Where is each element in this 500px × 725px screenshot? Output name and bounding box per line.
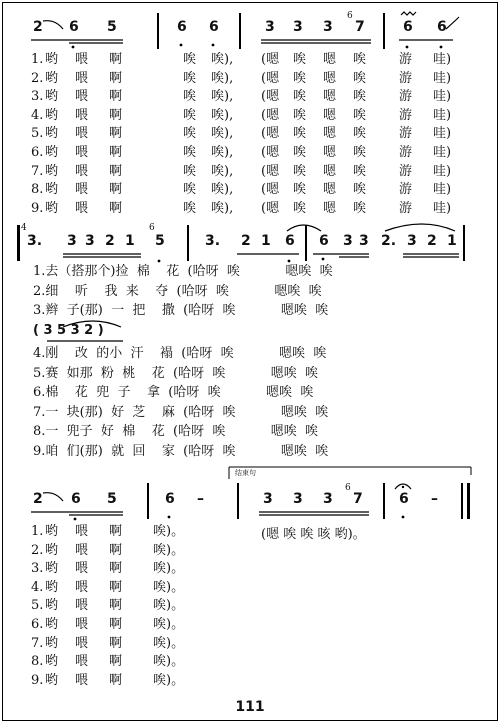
note: 3: [323, 19, 333, 35]
lyric-syllable: 游: [399, 107, 413, 123]
lyric-syllable: 喂: [75, 52, 89, 67]
lyric-line: 9.咱 们(那) 就 回 家 (哈呀 唉 嗯唉 唉: [33, 444, 329, 459]
lyric-line: 4.刚 改 的小 汗 褟 (哈呀 唉 嗯唉 唉: [33, 346, 327, 361]
note: 3: [359, 233, 369, 249]
interlude-notes: ( 3 5 3 2 ): [33, 323, 104, 338]
lyric-syllable: 啊: [109, 182, 123, 198]
lyric-syllable: (嗯: [261, 200, 280, 216]
lyric-syllable: 唉)。: [153, 579, 185, 595]
lyric-syllable: 3.: [31, 89, 44, 105]
note: 6: [403, 19, 413, 35]
system-2: [3, 223, 497, 463]
note: 5: [155, 233, 165, 249]
note: 6: [209, 19, 219, 35]
note: 3: [293, 491, 303, 507]
lyric-syllable: 啊: [109, 126, 123, 142]
lyric-syllable: (嗯: [261, 52, 280, 67]
lyric-syllable: 唉: [293, 107, 307, 123]
lyric-line: [3, 88, 497, 106]
lyric-syllable: 唉),: [211, 107, 234, 123]
lyric-syllable: 喂: [75, 672, 89, 688]
lyric-syllable: 啊: [109, 107, 123, 123]
lyric-syllable: 唉),: [211, 70, 234, 86]
lyric-syllable: 8.: [31, 182, 44, 198]
lyric-syllable: 唉: [353, 70, 367, 86]
lyric-syllable: 9.: [31, 672, 44, 688]
lyric-syllable: 8.: [31, 654, 44, 670]
lyric-syllable: 唉: [183, 70, 197, 86]
grace-note: 4: [21, 223, 27, 233]
lyric-syllable: 啊: [109, 617, 123, 632]
lyric-line: [3, 163, 497, 181]
note: 6: [165, 491, 175, 507]
lyric-syllable: 唉),: [211, 163, 234, 179]
grace-note: 6: [345, 483, 351, 493]
lyric-syllable: 唉),: [211, 182, 234, 198]
lyric-syllable: 唉: [353, 89, 367, 105]
lyric-syllable: 唉: [353, 107, 367, 123]
lyric-line: 7.一 块(那) 好 芝 麻 (哈呀 唉 嗯唉 唉: [33, 404, 329, 420]
lyric-syllable: 喂: [75, 107, 89, 123]
lyric-syllable: 7.: [31, 635, 44, 651]
lyric-syllable: 游: [399, 145, 413, 160]
lyric-syllable: 啊: [109, 52, 123, 67]
lyric-syllable: 5.: [31, 126, 44, 142]
note: 3: [343, 233, 353, 249]
lyric-syllable: 哟: [45, 542, 59, 558]
lyric-syllable: 哇): [433, 70, 452, 86]
lyric-syllable: 3.: [31, 561, 44, 577]
lyric-line: 8.一 兜子 好 棉 花 (哈呀 唉 嗯唉 唉: [33, 424, 319, 440]
lyric-syllable: 喂: [75, 635, 89, 651]
lyric-syllable: 哟: [45, 524, 59, 539]
lyric-syllable: 哟: [45, 145, 59, 160]
page-number: 111: [235, 699, 265, 715]
lyric-syllable: 唉: [183, 145, 197, 160]
lyric-syllable: 唉),: [211, 200, 234, 216]
note: 7: [355, 19, 365, 35]
lyric-syllable: 哟: [45, 163, 59, 179]
lyric-syllable: 9.: [31, 200, 44, 216]
lyric-syllable: 哇): [433, 107, 452, 123]
lyric-syllable: 嗯: [323, 200, 337, 216]
lyric-syllable: 哇): [433, 89, 452, 105]
lyric-syllable: 啊: [109, 163, 123, 179]
lyric-syllable: 哟: [45, 617, 59, 632]
note: 3: [67, 233, 77, 249]
lyric-syllable: 嗯: [323, 145, 337, 160]
lyric-syllable: 唉)。: [153, 617, 185, 632]
note: 1: [261, 233, 271, 249]
lyric-syllable: (嗯: [261, 89, 280, 105]
lyric-syllable: 喂: [75, 542, 89, 558]
lyric-syllable: 4.: [31, 107, 44, 123]
note: –: [197, 491, 204, 507]
lyric-syllable: 唉: [353, 126, 367, 142]
lyric-syllable: 唉)。: [153, 542, 185, 558]
lyric-syllable: 喂: [75, 126, 89, 142]
lyric-line: [3, 107, 497, 125]
note: 6: [399, 491, 409, 507]
lyric-syllable: 啊: [109, 635, 123, 651]
note: 1: [125, 233, 135, 249]
lyric-syllable: 游: [399, 89, 413, 105]
lyric-line: [3, 597, 497, 615]
lyric-line: 1.去（搭那个)捡 棉 花 (哈呀 唉 嗯唉 唉: [33, 264, 333, 279]
lyric-line: [3, 579, 497, 597]
lyric-line: [3, 70, 497, 88]
lyric-syllable: 唉: [293, 89, 307, 105]
lyric-syllable: 哟: [45, 70, 59, 86]
lyric-syllable: 6.: [31, 145, 44, 160]
lyric-syllable: 啊: [109, 542, 123, 558]
lyric-syllable: 6.: [31, 617, 44, 632]
note: 2: [105, 233, 115, 249]
note: 5: [107, 491, 117, 507]
lyric-syllable: 喂: [75, 145, 89, 160]
lyric-syllable: 唉)。: [153, 672, 185, 688]
lyric-syllable: 喂: [75, 579, 89, 595]
lyric-syllable: 唉),: [211, 145, 234, 160]
lyric-line: [3, 653, 497, 671]
note: 2: [241, 233, 251, 249]
lyric-syllable: 哇): [433, 126, 452, 142]
lyric-syllable: 7.: [31, 163, 44, 179]
note: 3: [85, 233, 95, 249]
lyric-syllable: 唉: [183, 107, 197, 123]
lyric-line: [3, 51, 497, 69]
lyric-syllable: 1.: [31, 524, 44, 539]
lyric-line: [3, 523, 253, 541]
lyric-syllable: 喂: [75, 524, 89, 539]
note: 3: [407, 233, 417, 249]
lyric-line: [3, 560, 497, 578]
lyric-syllable: 啊: [109, 579, 123, 595]
lyric-syllable: 唉: [353, 163, 367, 179]
lyric-syllable: 游: [399, 126, 413, 142]
grace-note: 6: [149, 223, 155, 233]
lyric-syllable: 喂: [75, 617, 89, 632]
note: 2: [33, 19, 43, 35]
lyric-syllable: 啊: [109, 561, 123, 577]
lyric-line: 3.辫 子(那) 一 把 撒 (哈呀 唉 嗯唉 唉: [33, 303, 329, 319]
lyric-syllable: 啊: [109, 524, 123, 539]
lyric-line: [3, 125, 497, 143]
note: 3: [263, 491, 273, 507]
lyric-syllable: 哟: [45, 598, 59, 614]
lyric-syllable: 游: [399, 52, 413, 67]
lyric-line: 5.赛 如那 粉 桃 花 (哈呀 唉 嗯唉 唉: [33, 365, 319, 381]
note: 2.: [381, 233, 397, 249]
lyric-syllable: 哇): [433, 145, 452, 160]
lyric-syllable: 唉: [293, 182, 307, 198]
lyric-syllable: 唉: [293, 163, 307, 179]
note: 3.: [27, 233, 43, 249]
lyric-syllable: 唉: [353, 182, 367, 198]
lyric-syllable: 嗯: [323, 52, 337, 67]
lyric-syllable: 唉: [183, 52, 197, 67]
system-3: [3, 465, 497, 695]
lyric-syllable: (嗯: [261, 70, 280, 86]
lyrics-block-a: [33, 263, 473, 323]
lyric-line: [3, 542, 497, 560]
lyric-syllable: 喂: [75, 654, 89, 670]
note: 2: [33, 491, 43, 507]
lyric-syllable: (嗯: [261, 163, 280, 179]
lyric-syllable: (嗯: [261, 107, 280, 123]
note: 2: [427, 233, 437, 249]
note: 6: [437, 19, 447, 35]
lyrics-block-b: [33, 345, 473, 465]
lyric-syllable: (嗯: [261, 182, 280, 198]
lyric-syllable: 唉: [293, 200, 307, 216]
lyric-syllable: 唉: [353, 52, 367, 67]
lyric-line: 6.棉 花 兜 子 拿 (哈呀 唉 嗯唉 唉: [33, 385, 314, 401]
lyric-syllable: (嗯: [261, 126, 280, 142]
note: 1: [447, 233, 457, 249]
lyric-syllable: 2.: [31, 542, 44, 558]
lyric-syllable: 4.: [31, 579, 44, 595]
lyric-syllable: 2.: [31, 70, 44, 86]
note: 6: [319, 233, 329, 249]
lyric-syllable: 1.: [31, 52, 44, 67]
lyric-syllable: 游: [399, 182, 413, 198]
lyric-line: [3, 616, 497, 634]
lyric-syllable: 啊: [109, 672, 123, 688]
lyric-syllable: 唉),: [211, 89, 234, 105]
lyric-syllable: 唉)。: [153, 654, 185, 670]
lyric-syllable: 啊: [109, 654, 123, 670]
lyric-syllable: 喂: [75, 163, 89, 179]
system-1: [3, 11, 497, 226]
lyric-syllable: 嗯: [323, 89, 337, 105]
note: 7: [353, 491, 363, 507]
note: 3: [323, 491, 333, 507]
lyric-syllable: 嗯: [323, 163, 337, 179]
lyric-syllable: 啊: [109, 70, 123, 86]
lyric-syllable: 喂: [75, 200, 89, 216]
lyric-syllable: 哟: [45, 672, 59, 688]
lyric-syllable: 嗯: [323, 107, 337, 123]
lyric-syllable: 啊: [109, 89, 123, 105]
lyric-line: [3, 200, 497, 218]
lyrics-block: [3, 51, 497, 221]
ending-marking: 结束句: [235, 469, 256, 477]
note: –: [431, 491, 438, 507]
lyric-syllable: 啊: [109, 598, 123, 614]
final-vocable: (嗯 唉 唉 咳 哟)。: [261, 527, 366, 542]
lyric-syllable: 嗯: [323, 182, 337, 198]
lyric-line: [3, 144, 497, 162]
lyric-syllable: 唉)。: [153, 524, 185, 539]
grace-note: 6: [347, 11, 353, 21]
lyric-syllable: 唉),: [211, 126, 234, 142]
lyric-syllable: 唉: [183, 200, 197, 216]
lyric-syllable: 喂: [75, 182, 89, 198]
note: 5: [107, 19, 117, 35]
lyric-syllable: (嗯: [261, 145, 280, 160]
lyric-syllable: 游: [399, 70, 413, 86]
lyric-syllable: 唉),: [211, 52, 234, 67]
lyric-syllable: 唉: [183, 89, 197, 105]
lyric-syllable: 哟: [45, 654, 59, 670]
lyric-syllable: 唉)。: [153, 598, 185, 614]
lyric-syllable: 唉: [293, 70, 307, 86]
lyric-syllable: 唉: [183, 182, 197, 198]
note: 3: [293, 19, 303, 35]
note: 3.: [205, 233, 221, 249]
lyric-syllable: 5.: [31, 598, 44, 614]
lyrics-block: [3, 523, 497, 693]
lyric-line: [3, 672, 497, 690]
lyric-line: [3, 181, 497, 199]
lyric-syllable: 哇): [433, 182, 452, 198]
lyric-line: 2.细 听 我 来 夺 (哈呀 唉 嗯唉 唉: [33, 283, 322, 299]
lyric-syllable: 哇): [433, 163, 452, 179]
lyric-syllable: 唉: [293, 126, 307, 142]
lyric-syllable: 唉: [353, 200, 367, 216]
note: 6: [69, 19, 79, 35]
lyric-syllable: 哟: [45, 107, 59, 123]
lyric-syllable: 喂: [75, 598, 89, 614]
lyric-syllable: 哟: [45, 561, 59, 577]
lyric-syllable: 唉: [293, 145, 307, 160]
lyric-syllable: 唉)。: [153, 561, 185, 577]
lyric-syllable: 唉: [293, 52, 307, 67]
lyric-syllable: 哟: [45, 635, 59, 651]
score-page: [2, 2, 498, 721]
note: 3: [265, 19, 275, 35]
lyric-syllable: 唉: [183, 126, 197, 142]
lyric-syllable: 啊: [109, 145, 123, 160]
lyric-syllable: 游: [399, 200, 413, 216]
note: 6: [71, 491, 81, 507]
lyric-syllable: 啊: [109, 200, 123, 216]
lyric-syllable: 喂: [75, 89, 89, 105]
note: 6: [177, 19, 187, 35]
lyric-syllable: 嗯: [323, 126, 337, 142]
lyric-syllable: 游: [399, 163, 413, 179]
lyric-syllable: 唉)。: [153, 635, 185, 651]
lyric-syllable: 喂: [75, 561, 89, 577]
lyric-syllable: 哟: [45, 200, 59, 216]
lyric-syllable: 喂: [75, 70, 89, 86]
lyric-syllable: 哟: [45, 52, 59, 67]
lyric-syllable: 哇): [433, 52, 452, 67]
lyric-syllable: 哟: [45, 126, 59, 142]
lyric-syllable: 嗯: [323, 70, 337, 86]
lyric-syllable: 哟: [45, 89, 59, 105]
lyric-syllable: 哟: [45, 182, 59, 198]
lyric-syllable: 唉: [353, 145, 367, 160]
lyric-syllable: 唉: [183, 163, 197, 179]
lyric-syllable: 哇): [433, 200, 452, 216]
lyric-line: [3, 635, 497, 653]
note: 6: [285, 233, 295, 249]
lyric-syllable: 哟: [45, 579, 59, 595]
